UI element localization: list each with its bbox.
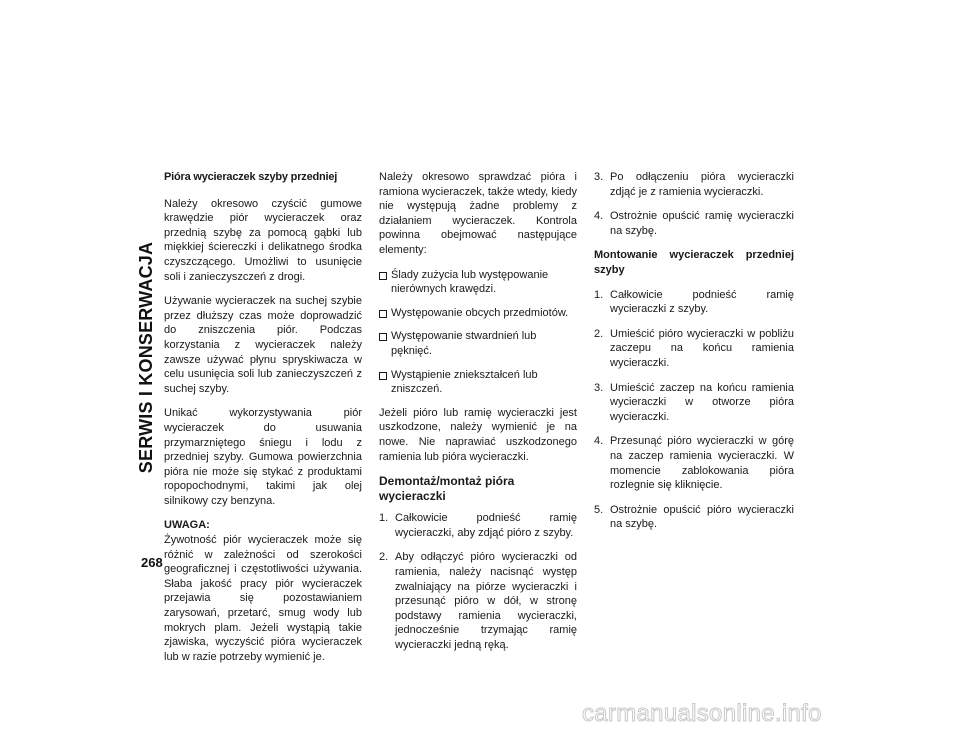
paragraph-cleaning: Należy okresowo czyścić gumowe krawędzie piór wycieraczek oraz przednią szybę za pomocą gąbki lub miękkiej ściereczki i delikatnego środka czyszczącego. Umożliwi to usunięcie soli i zanieczyszczeń z drogi. bbox=[164, 197, 362, 283]
paragraph-inspection-intro: Należy okresowo sprawdzać pióra i ramiona wycieraczek, także wtedy, kiedy nie występują żadne problemy z działaniem wycieraczek. Kontrola powinna obejmować następujące elementy: bbox=[379, 171, 577, 256]
removal-steps-continued bbox=[594, 170, 794, 238]
list-item: Wystąpienie zniekształceń lub zniszczeń. bbox=[379, 368, 577, 397]
note-text: Żywotność piór wycieraczek może się różnić w zależności od szerokości geograficznej i częstotliwości używania. Słaba jakość pracy piór wycieraczek przejawia się pozostawianiem zarysowań, przetarć, smug wody lub mokrych plam. Jeżeli wystąpią takie zjawiska, wyczyścić pióra wycieraczek lub w razie potrzeby wymienić je. bbox=[164, 534, 362, 663]
step-item: 4. Ostrożnie opuścić ramię wycieraczki na szybę. bbox=[594, 210, 794, 237]
step-item: 1. Całkowicie podnieść ramię wycieraczki, aby zdjąć pióro z szyby. bbox=[379, 512, 577, 539]
checkbox-bullet-icon bbox=[379, 372, 387, 380]
step-item: 2. Aby odłączyć pióro wycieraczki od ramienia, należy nacisnąć występ zwalniający na piórze wycieraczki i przesunąć pióro w dół, w stronę podstawy ramienia wycieraczki, jednocześnie trzymając ramię wycieraczki jedną ręką. bbox=[379, 551, 577, 652]
list-item: Występowanie obcych przedmiotów. bbox=[379, 306, 577, 321]
removal-steps bbox=[379, 511, 577, 652]
checkbox-bullet-icon bbox=[379, 310, 387, 318]
section-tab-label: SERWIS I KONSERWACJA bbox=[136, 241, 157, 474]
checkbox-bullet-icon bbox=[379, 272, 387, 280]
note-title: UWAGA: bbox=[164, 519, 210, 532]
section-heading-wiper-blades: Pióra wycieraczek szyby przedniej bbox=[164, 171, 338, 183]
column-1 bbox=[164, 170, 362, 674]
list-item: Występowanie stwardnień lub pęknięć. bbox=[379, 329, 577, 358]
section-tab bbox=[137, 168, 157, 547]
step-item: 3. Umieścić zaczep na końcu ramienia wycieraczki w otworze pióra wycieraczki. bbox=[594, 381, 794, 423]
paragraph-ice-removal: Unikać wykorzystywania piór wycieraczek do usuwania przymarzniętego śniegu i lodu z przedniej szyby. Gumowa powierzchnia pióra nie może się stykać z produktami ropopochodnymi, takimi jak olej silnikowy czy benzyna. bbox=[164, 407, 362, 507]
inspection-list bbox=[379, 268, 577, 397]
list-item: Ślady zużycia lub występowanie nierównych krawędzi. bbox=[379, 268, 577, 297]
step-item: 1. Całkowicie podnieść ramię wycieraczki z szyby. bbox=[594, 288, 794, 316]
column-3 bbox=[594, 170, 794, 542]
step-item: 3. Po odłączeniu pióra wycieraczki zdjąć je z ramienia wycieraczki. bbox=[594, 171, 794, 198]
paragraph-dry-use: Używanie wycieraczek na suchej szybie przez dłuższy czas może doprowadzić do zniszczenia piór. Podczas korzystania z wycieraczek należy zawsze używać płynu spryskiwacza w celu usunięcia soli lub zanieczyszczeń z suchej szyby. bbox=[164, 295, 362, 395]
subheading-removal-installation: Demontaż/montaż pióra wycieraczki bbox=[379, 474, 515, 503]
step-item: 5. Ostrożnie opuścić pióro wycieraczki na szybę. bbox=[594, 503, 794, 531]
step-item: 2. Umieścić pióro wycieraczki w pobliżu zaczepu na końcu ramienia wycieraczki. bbox=[594, 327, 794, 369]
installation-steps bbox=[594, 288, 794, 532]
paragraph-replace-damaged: Jeżeli pióro lub ramię wycieraczki jest uszkodzone, należy wymienić je na nowe. Nie naprawiać uszkodzonego ramienia lub pióra wycieraczki. bbox=[379, 406, 577, 463]
heading-installation: Montowanie wycieraczek przedniej szyby bbox=[594, 249, 794, 276]
page-number: 268 bbox=[141, 555, 163, 570]
column-2 bbox=[379, 170, 577, 663]
checkbox-bullet-icon bbox=[379, 333, 387, 341]
watermark: carmanualsonline.info bbox=[582, 700, 822, 727]
step-item: 4. Przesunąć pióro wycieraczki w górę na zaczep ramienia wycieraczki. W momencie zablokowania pióra rozlegnie się kliknięcie. bbox=[594, 435, 794, 492]
